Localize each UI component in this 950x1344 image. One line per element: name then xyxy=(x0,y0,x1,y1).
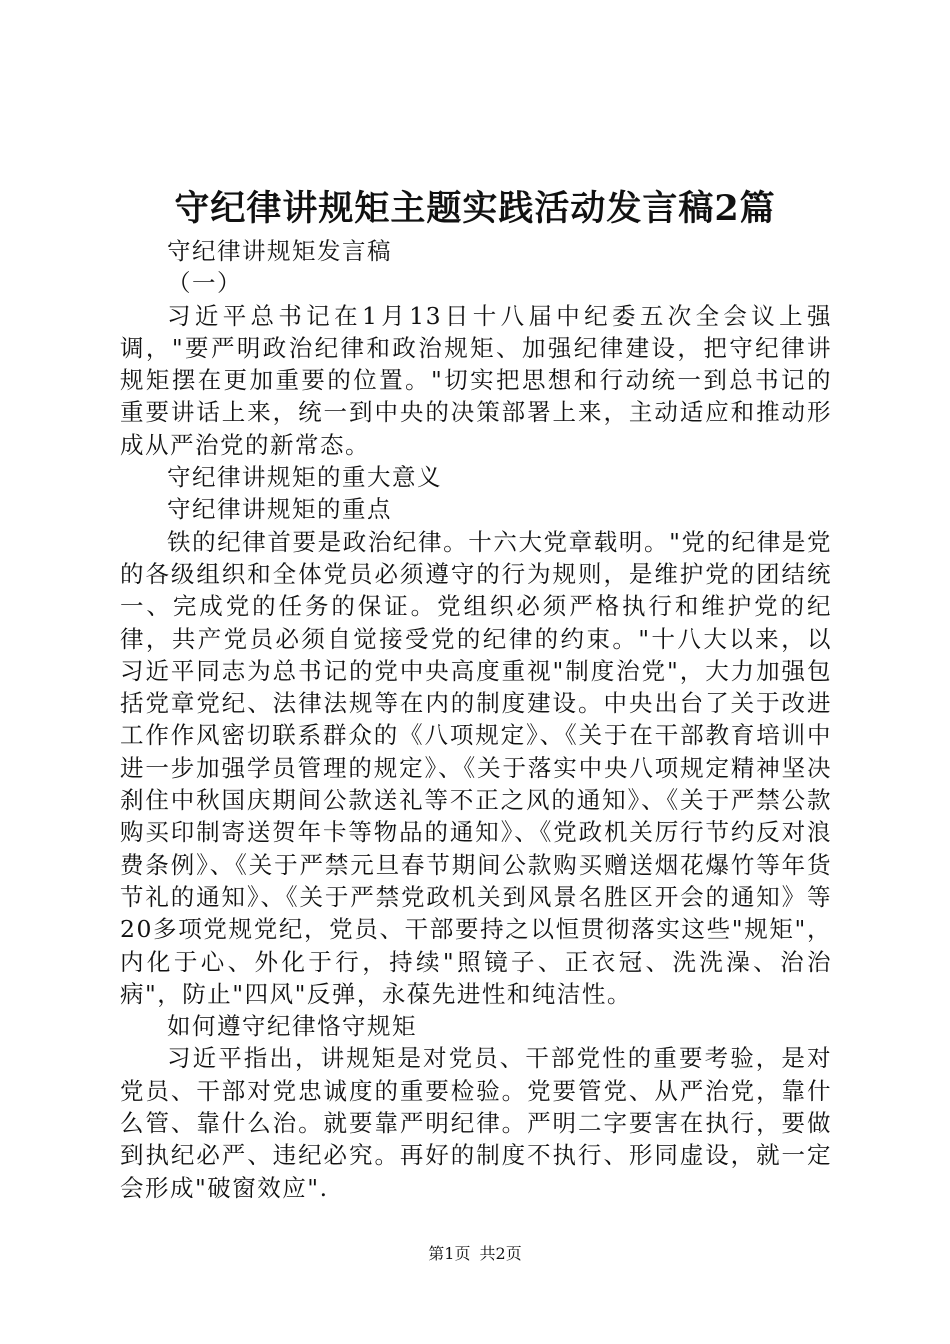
subtitle-paragraph: 守纪律讲规矩发言稿 xyxy=(167,237,392,265)
page-footer xyxy=(0,1244,950,1264)
document-title: 守纪律讲规矩主题实践活动发言稿2篇 xyxy=(174,188,776,229)
page-number: 第1页 xyxy=(428,1244,471,1263)
body-paragraph: 习近平总书记在1月13日十八届中纪委五次全会议上强调，"要严明政治纪律和政治规矩、加强纪律建设，把守纪律讲规矩摆在更加重要的位置。"切实把思想和行动统一到总书记的重要讲话上来，统一到中央的决策部署上来，主动适应和推动形成从严治党的新常态。 xyxy=(120,301,832,459)
body-paragraph: 铁的纪律首要是政治纪律。十六大党章载明。"党的纪律是党的各级组织和全体党员必须遵守的行为规则，是维护党的团结统一、完成党的任务的保证。党组织必须严格执行和维护党的纪律，共产党员必须自觉接受党的纪律的约束。"十八大以来，以习近平同志为总书记的党中央高度重视"制度治党"，大力加强包括党章党纪、法律法规等在内的制度建设。中央出台了关于改进工作作风密切联系群众的《八项规定》、《关于在干部教育培训中进一步加强学员管理的规定》、《关于落实中央八项规定精神坚决刹住中秋国庆期间公款送礼等不正之风的通知》、《关于严禁公款购买印制寄送贺年卡等物品的通知》、《党政机关厉行节约反对浪费条例》、《关于严禁元旦春节期间公款购买赠送烟花爆竹等年货节礼的通知》、《关于严禁党政机关到风景名胜区开会的通知》等20多项党规党纪，党员、干部要持之以恒贯彻落实这些"规矩"，内化于心、外化于行，持续"照镜子、正衣冠、洗洗澡、治治病"，防止"四风"反弹，永葆先进性和纯洁性。 xyxy=(120,527,832,1008)
body-paragraph: 习近平指出，讲规矩是对党员、干部党性的重要考验，是对党员、干部对党忠诚度的重要检验。党要管党、从严治党，靠什么管、靠什么治。就要靠严明纪律。严明二字要害在执行，要做到执纪必严、违纪必究。再好的制度不执行、形同虚设，就一定会形成"破窗效应". xyxy=(120,1044,832,1202)
document-body xyxy=(120,235,832,1204)
section-heading: 守纪律讲规矩的重点 xyxy=(167,495,392,524)
section-heading: 如何遵守纪律恪守规矩 xyxy=(167,1012,417,1041)
page-total: 共2页 xyxy=(479,1244,522,1263)
section-heading: 守纪律讲规矩的重大意义 xyxy=(167,463,442,492)
section-number: （一） xyxy=(167,269,242,298)
